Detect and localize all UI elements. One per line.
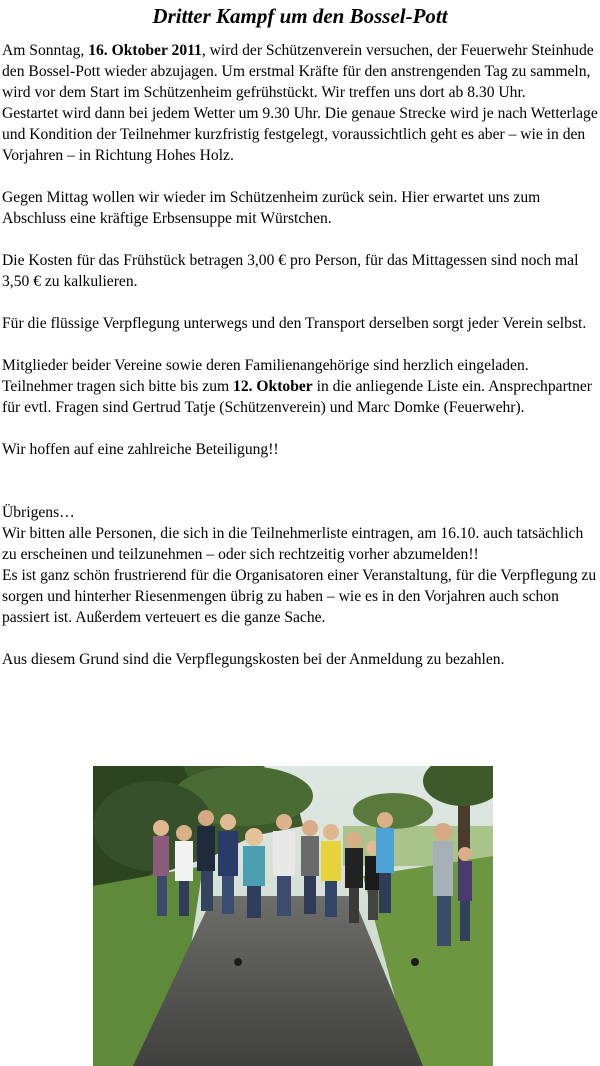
paragraph-by-the-way: Übrigens… bbox=[2, 504, 75, 521]
body-text bbox=[2, 40, 598, 670]
invitation-text-a: Mitglieder beider Vereine sowie deren Familienangehörige sind herzlich eingeladen. Teilnehmer tragen sich bitte bis zum bbox=[2, 357, 529, 395]
group-photo bbox=[93, 766, 493, 1066]
deadline-date: 12. Oktober bbox=[233, 378, 313, 395]
paragraph-hope: Wir hoffen auf eine zahlreiche Beteiligung!! bbox=[2, 441, 279, 458]
paragraph-intro bbox=[2, 40, 598, 103]
invitation-text-b: in die anliegende Liste ein. Ansprechpartner für evtl. Fragen sind Gertrud Tatje (Schützenverein) und Marc Domke (Feuerwehr). bbox=[2, 378, 593, 416]
intro-text-a: Am Sonntag, bbox=[2, 42, 89, 59]
paragraph-request: Wir bitten alle Personen, die sich in die Teilnehmerliste eintragen, am 16.10. auch tatsächlich zu erscheinen und teilzunehmen – oder sich rechtzeitig vorher abzumelden!! bbox=[2, 525, 584, 563]
page-title: Dritter Kampf um den Bossel-Pott bbox=[152, 4, 448, 28]
event-date: 16. Oktober 2011 bbox=[88, 42, 202, 59]
paragraph-start: Gestartet wird dann bei jedem Wetter um 9.30 Uhr. Die genaue Strecke wird je nach Wetterlage und Kondition der Teilnehmer kurzfristig festgelegt, voraussichtlich geht es aber – wie in den Vorjahren – in Richtung Hohes Holz. bbox=[2, 105, 598, 164]
paragraph-payment: Aus diesem Grund sind die Verpflegungskosten bei der Anmeldung zu bezahlen. bbox=[2, 651, 505, 668]
paragraph-drinks: Für die flüssige Verpflegung unterwegs und den Transport derselben sorgt jeder Verein selbst. bbox=[2, 315, 587, 332]
paragraph-costs: Die Kosten für das Frühstück betragen 3,00 € pro Person, für das Mittagessen sind noch mal 3,50 € zu kalkulieren. bbox=[2, 252, 579, 290]
bossel-ball-icon bbox=[411, 958, 419, 966]
bossel-ball-icon bbox=[234, 958, 242, 966]
paragraph-invitation bbox=[2, 355, 598, 418]
paragraph-lunch: Gegen Mittag wollen wir wieder im Schützenheim zurück sein. Hier erwartet uns zum Abschluss eine kräftige Erbsensuppe mit Würstchen. bbox=[2, 189, 541, 227]
intro-text-b: , wird der Schützenverein versuchen, der Feuerwehr Steinhude den Bossel-Pott wieder abzujagen. Um erstmal Kräfte für den anstrengenden Tag zu sammeln, wird vor dem Start im Schützenheim gefrühstückt. Wir treffen uns dort ab 8.30 Uhr. bbox=[2, 42, 594, 101]
group-photo-illustration bbox=[93, 766, 493, 1066]
paragraph-frustration: Es ist ganz schön frustrierend für die Organisatoren einer Veranstaltung, für die Verpflegung zu sorgen und hinterher Riesenmengen übrig zu haben – wie es in den Vorjahren auch schon passiert ist. Außerdem verteuert es die ganze Sache. bbox=[2, 567, 597, 626]
